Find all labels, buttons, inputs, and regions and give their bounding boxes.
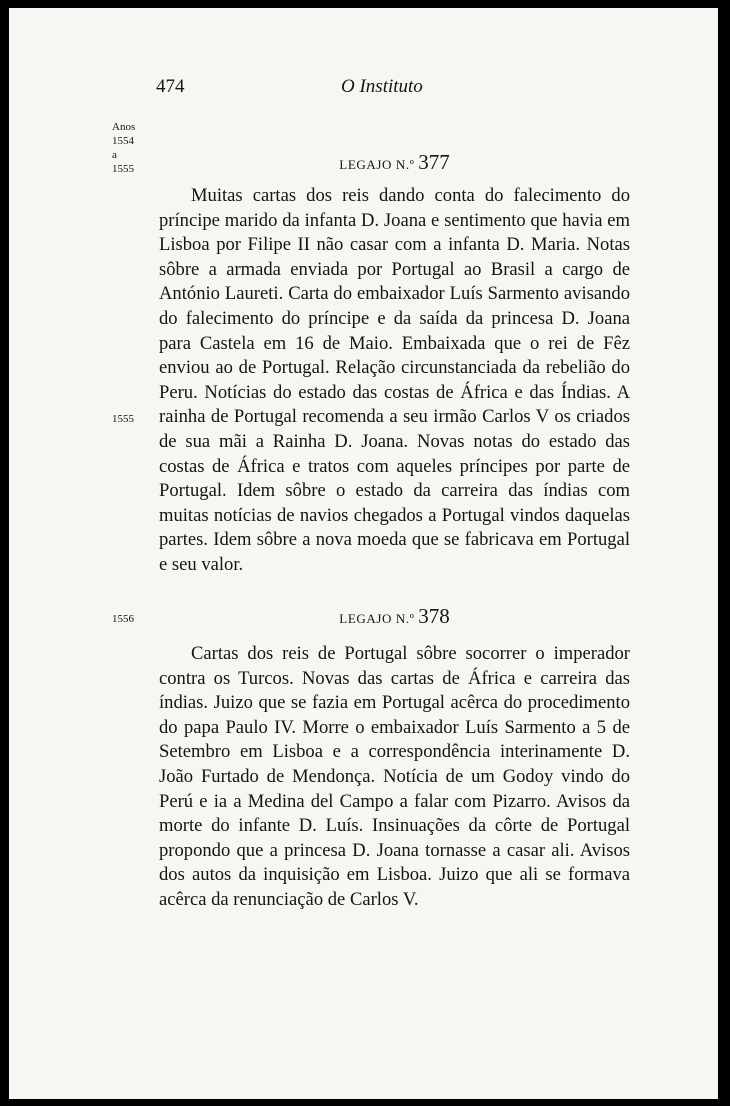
page-number: 474 bbox=[156, 76, 185, 97]
margin-year-range bbox=[112, 120, 135, 176]
heading-label: LEGAJO N.º bbox=[339, 157, 415, 172]
section-heading-378 bbox=[159, 604, 630, 629]
heading-number: 377 bbox=[418, 150, 450, 174]
section-paragraph-377: Muitas cartas dos reis dando conta do falecimento do príncipe marido da infanta D. Joana e sentimento que havia em Lisboa por Filipe II não casar com a infanta D. Maria. Notas sôbre a armada enviada por Portugal ao Brasil a cargo de António Laureti. Carta do embaixador Luís Sarmento avisando do falecimento do príncipe e da saída da princesa D. Joana para Castela em 16 de Maio. Embaixada que o rei de Fêz enviou ao de Portugal. Relação circunstanciada da rebelião do Peru. Notícias do estado das costas de África e das Índias. A rainha de Portugal recomenda a seu irmão Carlos V os criados de sua mãi a Rainha D. Joana. Novas notas do estado das costas de África e tratos com aqueles príncipes por parte de Portugal. Idem sôbre o estado da carreira das índias com muitas notícias de navios chegados a Portugal vindos daquelas partes. Idem sôbre a nova moeda que se fabricava em Portugal e seu valor. bbox=[159, 185, 630, 575]
heading-label: LEGAJO N.º bbox=[339, 611, 415, 626]
margin-year-1555: 1555 bbox=[112, 413, 134, 425]
margin-year-end: 1555 bbox=[112, 163, 134, 175]
book-page bbox=[9, 8, 718, 1099]
margin-years-label: Anos bbox=[112, 121, 136, 133]
margin-year-connector: a bbox=[112, 149, 117, 161]
heading-number: 378 bbox=[418, 604, 450, 628]
journal-title: O Instituto bbox=[341, 76, 423, 97]
section-paragraph-378: Cartas dos reis de Portugal sôbre socorrer o imperador contra os Turcos. Novas das cartas de África e carreira das índias. Juizo que se fazia em Portugal acêrca do procedimento do papa Paulo IV. Morre o embaixador Luís Sarmento a 5 de Setembro em Lisboa e a correspondência interinamente D. João Furtado de Mendonça. Notícia de um Godoy vindo do Perú e ia a Medina del Campo a falar com Pizarro. Avisos da morte do infante D. Luís. Insinuações da côrte de Portugal propondo que a princesa D. Joana tornasse a casar ali. Avisos dos autos da inquisição em Lisboa. Juizo que ali se formava acêrca da renunciação de Carlos V. bbox=[159, 643, 630, 910]
margin-year-start: 1554 bbox=[112, 135, 134, 147]
running-header bbox=[9, 76, 718, 106]
margin-year-1556: 1556 bbox=[112, 613, 134, 625]
section-heading-377 bbox=[159, 150, 630, 175]
